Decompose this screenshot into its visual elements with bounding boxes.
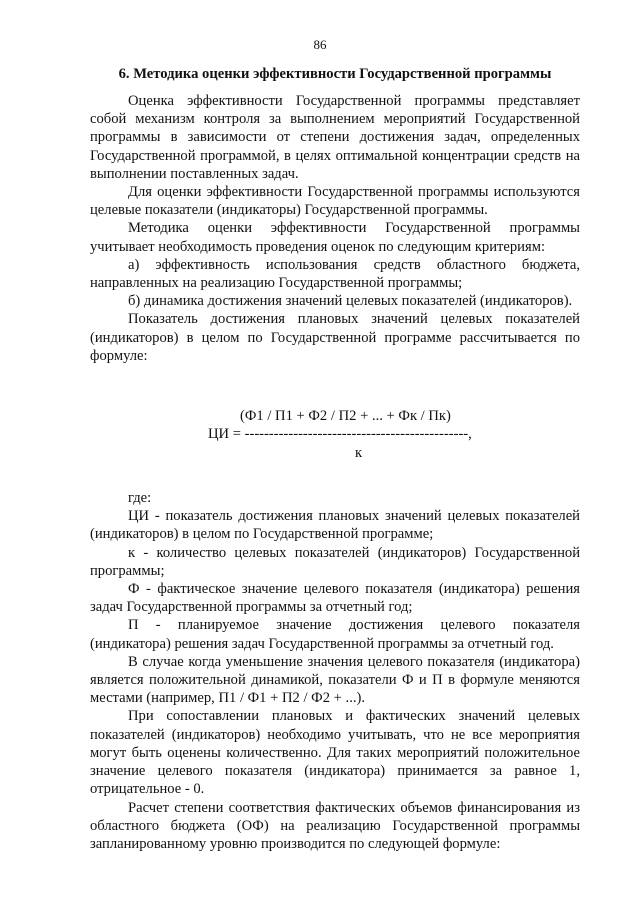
paragraph: а) эффективность использования средств областного бюджета, направленных на реализацию Государственной программы; [90,256,580,292]
document-body [90,92,580,853]
definition: Ф - фактическое значение целевого показателя (индикатора) решения задач Государственной программы за отчетный год; [90,581,580,616]
formula-numerator: (Ф1 / П1 + Ф2 / П2 + ... + Фк / Пк) [240,408,451,425]
paragraph: Оценка эффективности Государственной программы представляет собой механизм контроля за выполнением мероприятий Государственной программы в зависимости от степени достижения задач, определенных Государственной программой, в целях оптимальной концентрации средств на выполнении поставленных задач. [90,93,580,182]
definition: ЦИ - показатель достижения плановых значений целевых показателей (индикаторов) в целом по Государственной программе; [90,508,580,543]
paragraph: Показатель достижения плановых значений целевых показателей (индикаторов) в целом по Государственной программе рассчитывается по формуле: [90,311,580,364]
paragraph: Для оценки эффективности Государственной программы используются целевые показатели (индикаторы) Государственной программы. [90,184,580,219]
paragraph: б) динамика достижения значений целевых показателей (индикаторов). [128,293,573,310]
formula [90,407,580,473]
definition: П - планируемое значение достижения целевого показателя (индикатора) решения задач Государственной программы за отчетный год. [90,617,580,652]
section-title: 6. Методика оценки эффективности Государственной программы [118,66,552,82]
definition: к - количество целевых показателей (индикаторов) Государственной программы; [90,544,580,579]
formula-lhs: ЦИ = ----------------------------------------------, [208,426,472,443]
paragraph: Расчет степени соответствия фактических объемов финансирования из областного бюджета (ОФ) на реализацию Государственной программы запланированному уровню производится по следующей формуле: [90,799,580,852]
page-number: 86 [313,37,327,52]
paragraph: В случае когда уменьшение значения целевого показателя (индикатора) является положительной динамикой, показатели Ф и П в формуле меняются местами (например, П1 / Ф1 + П2 / Ф2 + ...). [90,653,580,707]
paragraph: При сопоставлении плановых и фактических значений целевых показателей (индикаторов) необходимо учитывать, что не все мероприятия могут быть оценены количественно. Для таких мероприятий положительное значение целевого показателя (индикатора) принимается за равное 1, отрицательное - 0. [90,708,580,798]
paragraph: Методика оценки эффективности Государственной программы учитывает необходимость проведения оценок по следующим критериям: [90,220,580,255]
where-label: где: [128,490,152,507]
formula-denominator: к [355,445,363,462]
